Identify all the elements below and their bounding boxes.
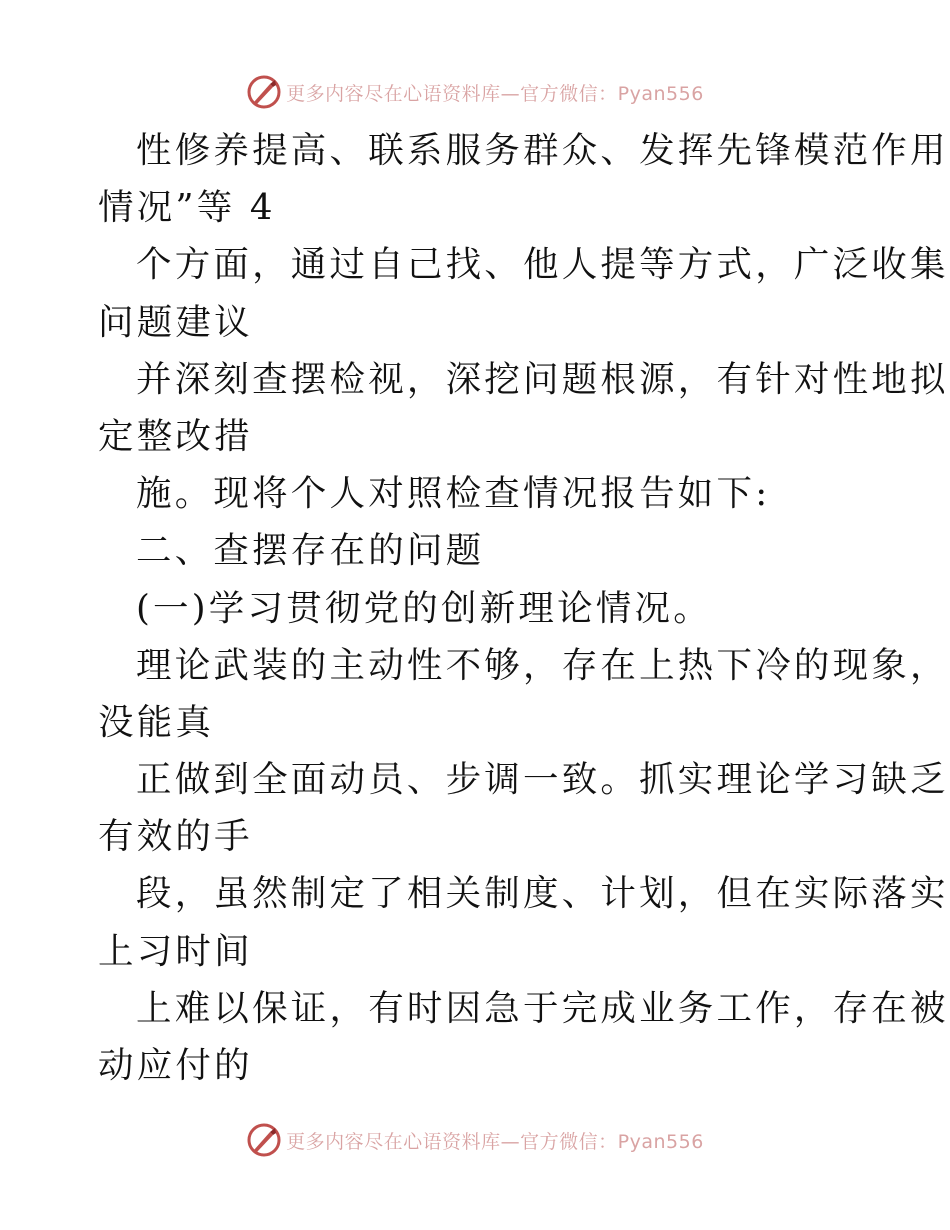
body-line: 施。现将个人对照检查情况报告如下: <box>136 473 771 515</box>
body-line: 问题建议 <box>98 301 253 343</box>
document-body <box>98 122 949 1094</box>
body-line: 个方面，通过自己找、他人提等方式，广泛收集 <box>136 244 949 286</box>
body-line: 并深刻查摆检视，深挖问题根源，有针对性地拟 <box>136 358 949 400</box>
subsection-heading: (一)学习贯彻党的创新理论情况。 <box>136 587 712 629</box>
body-line: 理论武装的主动性不够，存在上热下冷的现象， <box>136 644 949 686</box>
section-heading: 二、查摆存在的问题 <box>136 530 485 572</box>
body-line: 动应付的 <box>98 1045 253 1086</box>
watermark-text: 更多内容尽在心语资料库—官方微信：Pyan556 <box>286 1130 704 1153</box>
header-watermark <box>0 72 950 112</box>
body-line: 正做到全面动员、步调一致。抓实理论学习缺乏 <box>136 759 949 801</box>
body-line: 段，虽然制定了相关制度、计划，但在实际落实 <box>136 873 949 915</box>
body-line: 上难以保证，有时因急于完成业务工作，存在被 <box>136 987 949 1029</box>
body-line: 定整改措 <box>98 415 253 457</box>
quill-pen-circle-icon <box>246 74 282 110</box>
body-line: 没能真 <box>98 701 215 743</box>
body-line: 性修养提高、联系服务群众、发挥先锋模范作用 <box>136 130 949 171</box>
watermark-text: 更多内容尽在心语资料库—官方微信：Pyan556 <box>286 82 704 105</box>
footer-watermark <box>0 1120 950 1160</box>
body-line: 情况”等 4 <box>98 187 276 229</box>
body-line: 上习时间 <box>98 930 253 972</box>
body-line: 有效的手 <box>98 816 253 858</box>
quill-pen-circle-icon <box>246 1122 282 1158</box>
